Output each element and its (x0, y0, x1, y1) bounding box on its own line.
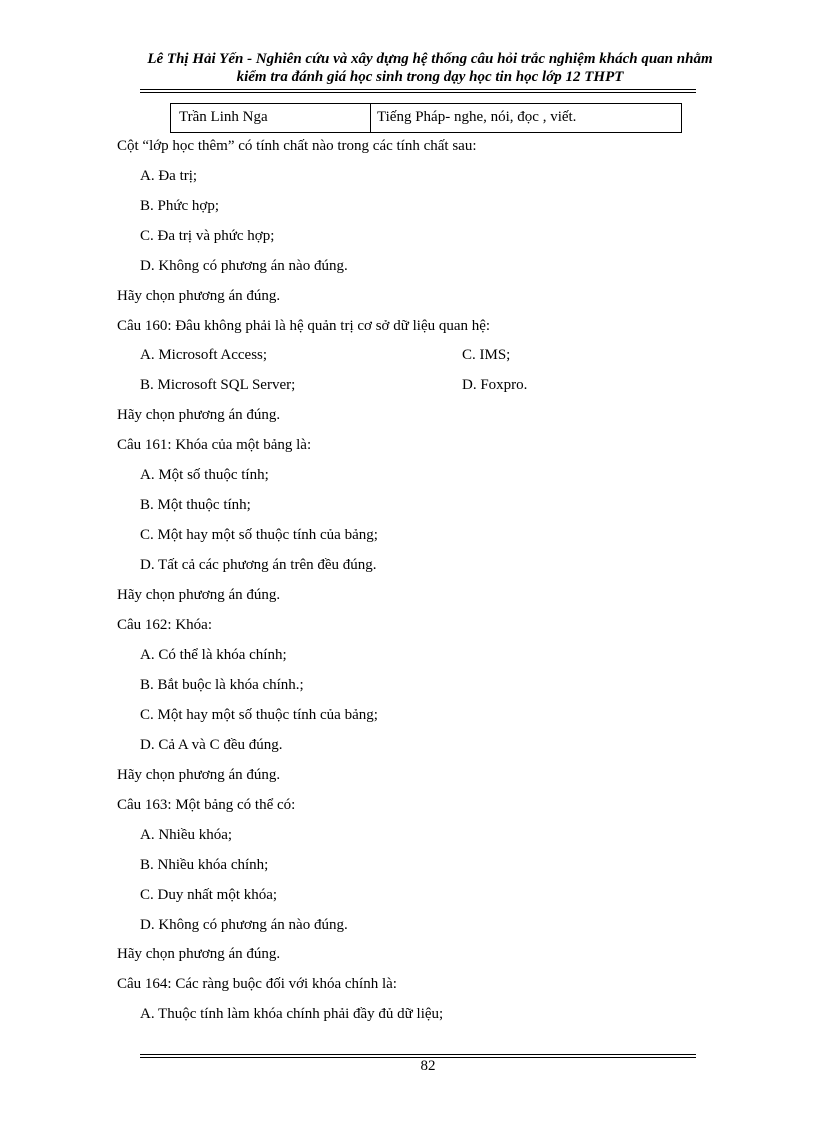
question-prompt: Câu 163: Một bảng có thể có: (117, 797, 296, 813)
option-a: A. Nhiều khóa; (140, 827, 233, 843)
option-d: D. Tất cả các phương án trên đều đúng. (140, 557, 377, 573)
question-prompt: Câu 161: Khóa của một bảng là: (117, 437, 312, 453)
instruction: Hãy chọn phương án đúng. (117, 946, 281, 962)
option-b: B. Microsoft SQL Server; (140, 377, 296, 393)
option-b: B. Phức hợp; (140, 198, 219, 214)
option-a: A. Một số thuộc tính; (140, 467, 269, 483)
table-row (170, 103, 682, 133)
table-cell-name: Trần Linh Nga (171, 104, 371, 132)
question-prompt: Câu 160: Đâu không phải là hệ quản trị cơ sở dữ liệu quan hệ: (117, 318, 491, 334)
option-c: C. Duy nhất một khóa; (140, 887, 278, 903)
option-d: D. Cả A và C đều đúng. (140, 737, 283, 753)
option-b: B. Một thuộc tính; (140, 497, 251, 513)
header-rule-top (140, 89, 696, 90)
option-a: A. Thuộc tính làm khóa chính phải đầy đủ dữ liệu; (140, 1006, 444, 1022)
header-title (100, 50, 760, 86)
instruction: Hãy chọn phương án đúng. (117, 587, 281, 603)
option-c: C. Đa trị và phức hợp; (140, 228, 275, 244)
question-prompt: Cột “lớp học thêm” có tính chất nào trong các tính chất sau: (117, 138, 477, 154)
option-a: A. Đa trị; (140, 168, 198, 184)
option-d: D. Foxpro. (462, 377, 528, 393)
option-b: B. Nhiều khóa chính; (140, 857, 269, 873)
option-a: A. Microsoft Access; (140, 347, 268, 363)
option-a: A. Có thể là khóa chính; (140, 647, 287, 663)
table-cell-subject: Tiếng Pháp- nghe, nói, đọc , viết. (377, 109, 577, 125)
option-c: C. IMS; (462, 347, 511, 363)
footer-rule-top (140, 1054, 696, 1055)
option-b: B. Bắt buộc là khóa chính.; (140, 677, 304, 693)
option-c: C. Một hay một số thuộc tính của bảng; (140, 707, 378, 723)
option-d: D. Không có phương án nào đúng. (140, 917, 348, 933)
instruction: Hãy chọn phương án đúng. (117, 767, 281, 783)
option-d: D. Không có phương án nào đúng. (140, 258, 348, 274)
header-line-2: kiểm tra đánh giá học sinh trong dạy học tin học lớp 12 THPT (236, 69, 624, 85)
question-prompt: Câu 162: Khóa: (117, 617, 212, 633)
question-prompt: Câu 164: Các ràng buộc đối với khóa chính là: (117, 976, 397, 992)
instruction: Hãy chọn phương án đúng. (117, 288, 281, 304)
option-c: C. Một hay một số thuộc tính của bảng; (140, 527, 378, 543)
page-number: 82 (420, 1058, 436, 1074)
header-line-1: Lê Thị Hải Yến - Nghiên cứu và xây dựng hệ thống câu hỏi trắc nghiệm khách quan nhằm (147, 51, 713, 67)
header-rule-bottom (140, 92, 696, 93)
instruction: Hãy chọn phương án đúng. (117, 407, 281, 423)
